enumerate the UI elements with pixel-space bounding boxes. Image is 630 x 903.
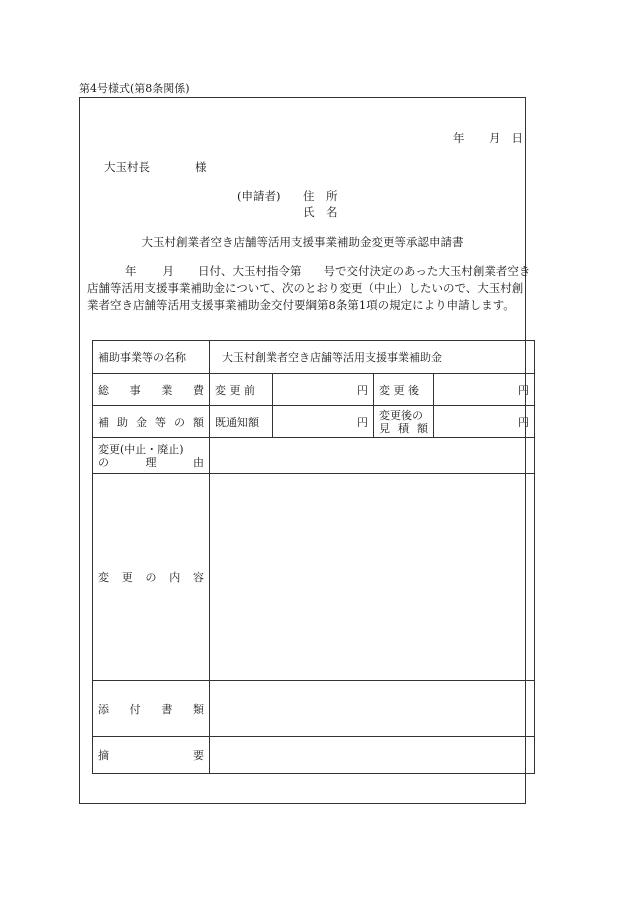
estimated-amount-label: 変更後の 見 積 額	[374, 406, 434, 438]
remarks-field[interactable]	[210, 737, 535, 774]
body-year: 年	[125, 264, 137, 278]
row-change-reason	[93, 438, 535, 474]
row-remarks	[93, 737, 535, 774]
applicant-label: (申請者)	[237, 189, 281, 203]
body-number-text: 号で交付決定のあった大玉村創業者空き	[323, 264, 531, 278]
change-content-label: 変 更 の 内 容	[98, 571, 204, 584]
date-day: 日	[511, 131, 523, 145]
body-line-1	[87, 263, 531, 280]
form-number-label: 第4号様式(第8条関係)	[79, 82, 190, 95]
body-line-3: 業者空き店舗等活用支援事業補助金交付要綱第8条第1項の規定により申請します。	[87, 298, 515, 312]
estimated-amount-field[interactable]	[434, 406, 535, 438]
project-name-label: 補助事業等の名称	[98, 351, 186, 364]
attachments-field[interactable]	[210, 681, 535, 737]
yen-unit: 円	[518, 383, 529, 397]
project-name-value: 大玉村創業者空き店舗等活用支援事業補助金	[210, 341, 535, 374]
change-content-field[interactable]	[210, 474, 535, 681]
yen-unit: 円	[357, 415, 368, 429]
date-year: 年	[453, 131, 465, 145]
notified-amount-label: 既通知額	[210, 406, 273, 438]
subsidy-amount-label: 補 助 金 等 の 額	[98, 415, 204, 429]
yen-unit: 円	[518, 415, 529, 429]
applicant-address-label: 住 所	[303, 189, 338, 203]
yen-unit: 円	[357, 383, 368, 397]
row-change-content	[93, 474, 535, 681]
notified-amount-field[interactable]	[273, 406, 374, 438]
remarks-label: 摘 要	[98, 749, 204, 762]
body-date-text: 日付、大玉村指令第	[198, 264, 302, 278]
row-project-name	[93, 341, 535, 374]
body-text	[87, 263, 531, 314]
document-title: 大玉村創業者空き店舗等活用支援事業補助金変更等承認申請書	[141, 235, 464, 249]
addressee-name: 大玉村長	[104, 160, 150, 174]
body-line-2: 店舗等活用支援事業補助金について、次のとおり変更（中止）したいので、大玉村創	[87, 281, 524, 295]
total-cost-label: 総 事 業 費	[98, 383, 204, 397]
body-month: 月	[162, 264, 174, 278]
addressee-sama: 様	[195, 160, 207, 174]
attachments-label: 添 付 書 類	[98, 702, 204, 716]
after-change-label: 変 更 後	[374, 374, 434, 406]
row-attachments	[93, 681, 535, 737]
before-change-field[interactable]	[273, 374, 374, 406]
row-subsidy-amount	[93, 406, 535, 438]
after-change-field[interactable]	[434, 374, 535, 406]
change-reason-field[interactable]	[210, 438, 535, 474]
before-change-label: 変 更 前	[210, 374, 273, 406]
date-month: 月	[489, 131, 501, 145]
change-reason-label: 変更(中止・廃止) の 理 由	[93, 438, 210, 474]
row-total-cost	[93, 374, 535, 406]
application-table	[92, 340, 535, 774]
form-frame	[79, 97, 531, 804]
applicant-name-label: 氏 名	[303, 205, 338, 219]
